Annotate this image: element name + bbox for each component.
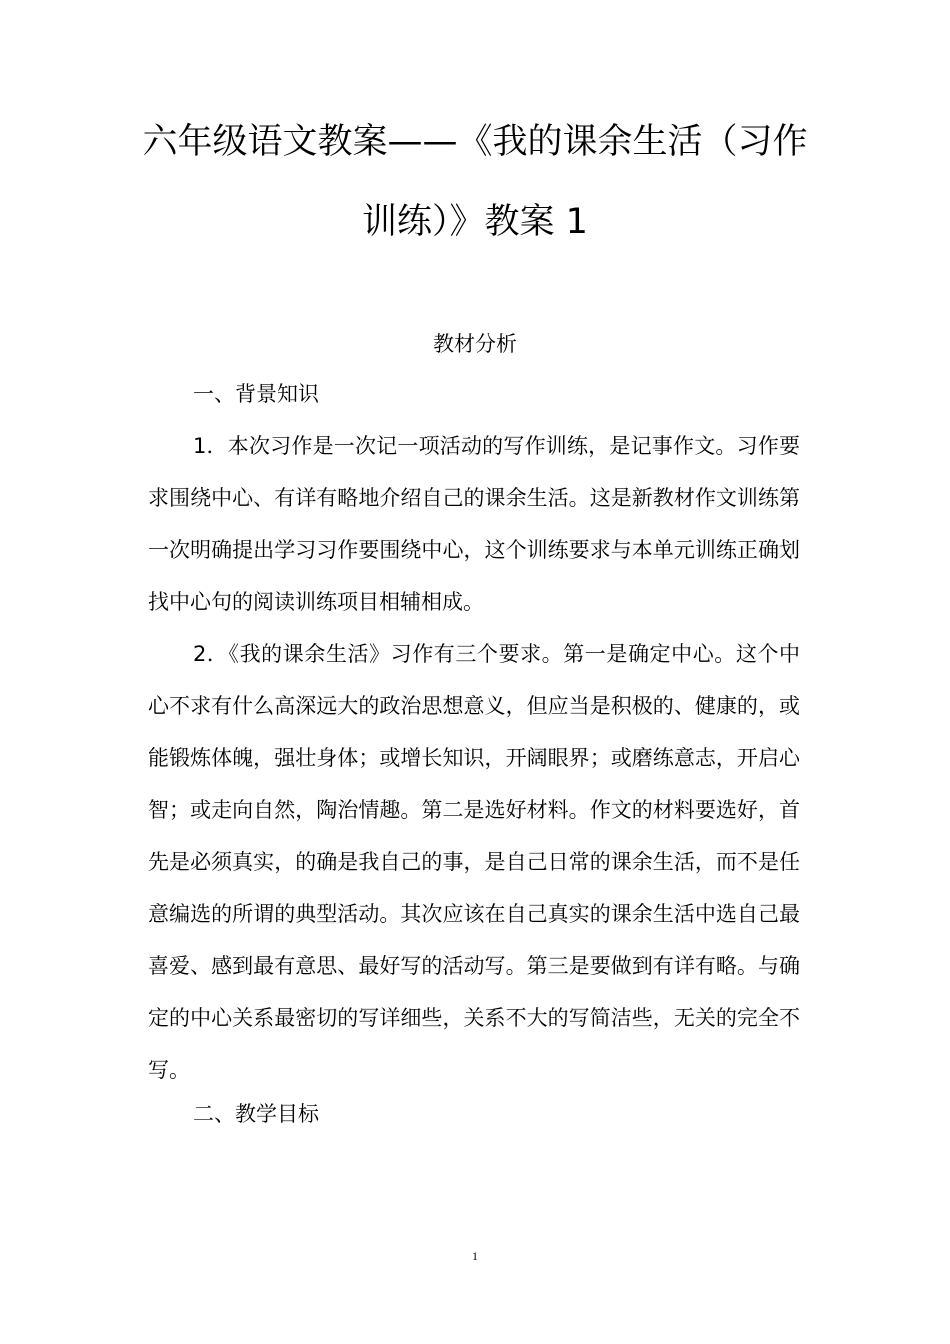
document-title-line-2: 训练）》教案 1 [362,202,588,242]
paragraph-2: 2．《我的课余生活》习作有三个要求。第一是确定中心。这个中心不求有什么高深远大的政治思想意义，但应当是积极的、健康的，或能锻炼体魄，强壮身体；或增长知识，开阔眼界；或磨练意志，开启心智；或走向自然，陶治情趣。第二是选好材料。作文的材料要选好，首先是必须真实，的确是我自己的事，是自己日常的课余生活，而不是任意编选的所谓的典型活动。其次应该在自己真实的课余生活中选自己最喜爱、感到最有意思、最好写的活动写。第三是要做到有详有略。与确定的中心关系最密切的写详细些，关系不大的写简洁些，无关的完全不写。 [148,642,800,1082]
paragraph-1: 1．本次习作是一次记一项活动的写作训练，是记事作文。习作要求围绕中心、有详有略地介绍自己的课余生活。这是新教材作文训练第一次明确提出学习习作要围绕中心，这个训练要求与本单元训练正确划找中心句的阅读训练项目相辅相成。 [148,434,800,614]
page-number: 1 [472,1249,478,1263]
subheading-teaching-goals: 二、教学目标 [193,1102,319,1126]
subheading-background-knowledge: 一、背景知识 [193,382,319,406]
document-title-line-1: 六年级语文教案——《我的课余生活（习作 [142,122,808,162]
section-heading: 教材分析 [433,332,517,356]
body-text [148,420,800,1096]
